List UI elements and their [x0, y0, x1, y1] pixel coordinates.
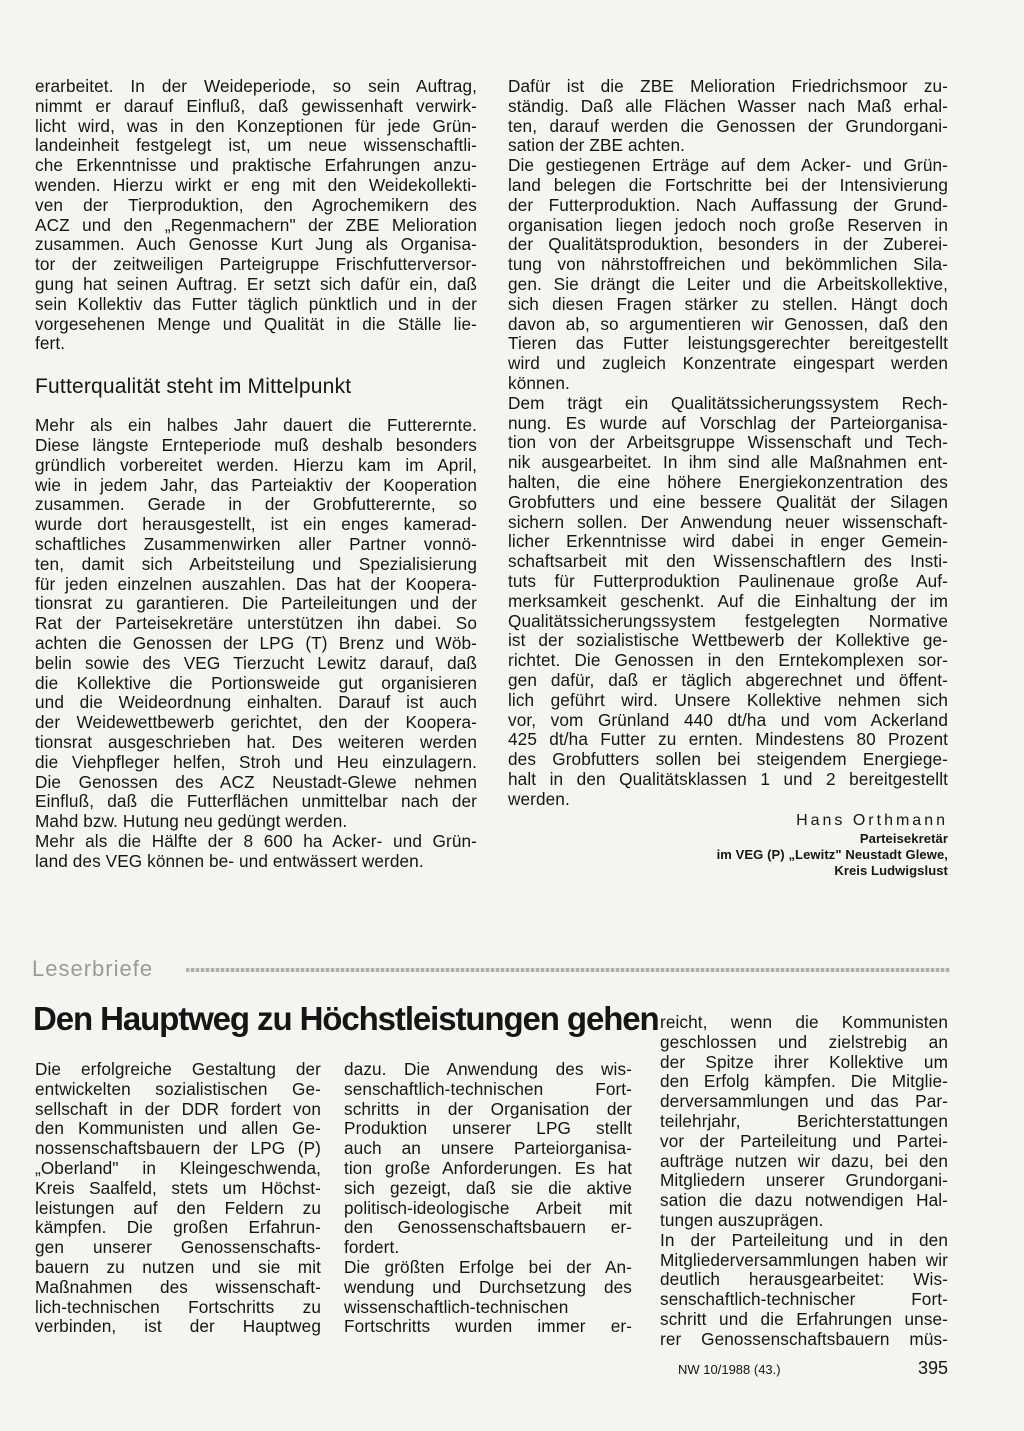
- text-line: ACZ und den „Regenmachern" der ZBE Melioration: [35, 215, 477, 235]
- text-line: tuts für Futterproduktion Paulinenaue große Auf-: [508, 571, 948, 591]
- text-line: leistungen auf den Feldern zu: [35, 1198, 321, 1218]
- text-line: die Kollektive die Portionsweide gut organisieren: [35, 673, 477, 693]
- text-line: nik ausgearbeitet. In ihm sind alle Maßnahmen ent-: [508, 453, 948, 473]
- text-line: ist der sozialistische Wettbewerb der Kollektive ge-: [508, 631, 948, 651]
- paragraph: [344, 1258, 632, 1337]
- text-line: nung. Es wurde auf Vorschlag der Parteiorganisa-: [508, 413, 948, 433]
- text-line: tionsrat zu garantieren. Die Parteileitungen und der: [35, 594, 477, 614]
- text-line: Tieren das Futter leistungsgerechter bereitgestellt: [508, 334, 948, 354]
- text-line: licht wird, was in den Konzeptionen für jede Grün-: [35, 116, 477, 136]
- paragraph: [508, 77, 948, 156]
- text-line: Dem trägt ein Qualitätssicherungssystem Rech-: [508, 393, 948, 413]
- text-line: zusammen. Gerade in der Grobfutterernte, so: [35, 495, 477, 515]
- text-line: tion große Anforderungen. Es hat: [344, 1158, 632, 1178]
- signature-block: [508, 811, 948, 879]
- text-line: „Oberland" in Kleingeschwenda,: [35, 1158, 321, 1178]
- text-line: Mehr als ein halbes Jahr dauert die Futterernte.: [35, 416, 477, 436]
- text-line: merksamkeit geschenkt. Auf die Einhaltung der im: [508, 591, 948, 611]
- text-line: tungen auszuprägen.: [660, 1210, 824, 1230]
- paragraph: [35, 1060, 321, 1337]
- text-line: sichern sollen. Der Anwendung neuer wissenschaft-: [508, 512, 948, 532]
- text-line: Rat der Parteisekretäre unterstützen ihn dabei. So: [35, 614, 477, 634]
- text-line: gen dafür, daß er täglich abgerechnet und öffent-: [508, 670, 948, 690]
- text-line: senschaftlich-technischer Fort-: [660, 1290, 948, 1310]
- article-title: Den Hauptweg zu Höchstleistungen gehen: [33, 1000, 659, 1037]
- paragraph: [35, 77, 477, 354]
- text-line: sein Kollektiv das Futter täglich pünktlich und in der: [35, 294, 477, 314]
- text-line: licher Erkenntnisse wird dabei in enger Gemein-: [508, 532, 948, 552]
- text-line: Diese längste Ernteperiode muß deshalb besonders: [35, 435, 477, 455]
- text-line: gen unserer Genossenschafts-: [35, 1238, 321, 1258]
- text-line: Dafür ist die ZBE Melioration Friedrichsmoor zu-: [508, 77, 948, 96]
- text-line: nossenschaftsbauern der LPG (P): [35, 1139, 321, 1159]
- text-line: reicht, wenn die Kommunisten: [660, 1013, 948, 1032]
- author-place: Kreis Ludwigslust: [834, 863, 948, 879]
- text-line: sation der ZBE achten.: [508, 136, 686, 156]
- text-line: verbinden, ist der Hauptweg: [35, 1317, 321, 1337]
- text-line: senschaftlich-technischen Fort-: [344, 1079, 632, 1099]
- section-rule: [186, 968, 950, 972]
- text-line: Die größten Erfolge bei der An-: [344, 1257, 632, 1277]
- text-line: auch an unsere Parteiorganisa-: [344, 1139, 632, 1159]
- text-line: der Futterproduktion. Nach Auffassung der Grund-: [508, 195, 948, 215]
- text-line: Fortschritts wurden immer er-: [344, 1317, 632, 1337]
- page-footer: [660, 1358, 948, 1382]
- text-line: ten, darauf werden die Genossen der Grundorgani-: [508, 116, 948, 136]
- text-line: nimmt er darauf Einfluß, daß gewissenhaft verwirk-: [35, 96, 477, 116]
- text-line: Die Genossen des ACZ Neustadt-Glewe nehmen: [35, 772, 477, 792]
- text-line: Produktion unserer LPG stellt: [344, 1119, 632, 1139]
- text-line: wenden. Hierzu wirkt er eng mit den Weidekollekti-: [35, 175, 477, 195]
- article-column-3: [660, 1013, 948, 1350]
- paragraph: [508, 394, 948, 810]
- text-line: schaftliches Zusammenwirken aller Partner vonnö-: [35, 534, 477, 554]
- text-line: deutlich herausgearbeitet: Wis-: [660, 1270, 948, 1290]
- text-line: dazu. Die Anwendung des wis-: [344, 1060, 632, 1079]
- text-line: In der Parteileitung und in den: [660, 1230, 948, 1250]
- section-label: Leserbriefe: [32, 956, 154, 981]
- text-line: achten die Genossen der LPG (T) Brenz und Wöb-: [35, 633, 477, 653]
- text-line: Mitgliederversammlungen haben wir: [660, 1250, 948, 1270]
- text-line: der Spitze ihrer Kollektive um: [660, 1052, 948, 1072]
- text-line: sellschaft in der DDR fordert von: [35, 1099, 321, 1119]
- text-line: ven der Tierproduktion, den Agrochemikern des: [35, 195, 477, 215]
- text-line: halt in den Qualitätsklassen 1 und 2 bereitgestellt: [508, 769, 948, 789]
- text-line: sich diesen Fragen stärker zu stellen. Hängt doch: [508, 294, 948, 314]
- text-line: 425 dt/ha Futter zu ernten. Mindestens 80 Prozent: [508, 730, 948, 750]
- text-line: wird und zugleich Konzentrate eingespart werden: [508, 354, 948, 374]
- text-line: bauern zu nutzen und sie mit: [35, 1257, 321, 1277]
- text-line: wendung und Durchsetzung des: [344, 1277, 632, 1297]
- text-line: wissenschaftlich-technischen: [344, 1297, 569, 1317]
- text-line: fert.: [35, 334, 66, 354]
- text-line: Kreis Saalfeld, stets um Höchst-: [35, 1178, 321, 1198]
- text-line: aufträge nutzen wir dazu, bei den: [660, 1151, 948, 1171]
- text-line: lich geführt wird. Unsere Kollektive nehmen sich: [508, 690, 948, 710]
- article-column-2: [344, 1060, 632, 1337]
- text-line: belin sowie des VEG Tierzucht Lewitz darauf, daß: [35, 653, 477, 673]
- text-line: land belegen die Fortschritte bei der Intensivierung: [508, 175, 948, 195]
- column-right-top: [508, 77, 948, 879]
- text-line: sich gezeigt, daß sie die aktive: [344, 1178, 632, 1198]
- text-line: Maßnahmen des wissenschaft-: [35, 1277, 321, 1297]
- text-line: land des VEG können be- und entwässert werden.: [35, 851, 424, 871]
- text-line: Qualitätssicherungssystem festgelegten Normative: [508, 611, 948, 631]
- text-line: gen. Sie drängt die Leiter und die Arbeitskollektive,: [508, 274, 948, 294]
- text-line: gründlich vorbereitet werden. Hierzu kam im April,: [35, 455, 477, 475]
- text-line: des Grobfutters sollen bei steigendem Energiege-: [508, 750, 948, 770]
- text-line: kämpfen. Die großen Erfahrun-: [35, 1218, 321, 1238]
- text-line: Die gestiegenen Erträge auf dem Acker- und Grün-: [508, 156, 948, 176]
- text-line: schritts in der Organisation der: [344, 1099, 632, 1119]
- text-line: zusammen. Auch Genosse Kurt Jung als Organisa-: [35, 235, 477, 255]
- text-line: derversammlungen und das Par-: [660, 1092, 948, 1112]
- author-role: Parteisekretär: [859, 831, 948, 847]
- text-line: vor, vom Grünland 440 dt/ha und vom Ackerland: [508, 710, 948, 730]
- text-line: schritt und die Erfahrungen unse-: [660, 1309, 948, 1329]
- text-line: den Genossenschaftsbauern er-: [344, 1218, 632, 1238]
- text-line: davon ab, so argumentieren wir Genossen, daß den: [508, 314, 948, 334]
- text-line: der Qualitätsproduktion, besonders in der Zuberei-: [508, 235, 948, 255]
- text-line: der Weidewettbewerb gerichtet, den der Koopera-: [35, 713, 477, 733]
- text-line: die Viehpfleger helfen, Stroh und Heu einzulagern.: [35, 752, 477, 772]
- text-line: entwickelten sozialistischen Ge-: [35, 1079, 321, 1099]
- page-number: 395: [917, 1358, 948, 1378]
- paragraph: [35, 416, 477, 832]
- text-line: ständig. Daß alle Flächen Wasser nach Maß erhal-: [508, 96, 948, 116]
- text-line: landeinheit festgelegt ist, um neue wissenschaftli-: [35, 136, 477, 156]
- paragraph: [660, 1231, 948, 1350]
- text-line: halten, die eine höhere Energiekonzentration des: [508, 472, 948, 492]
- paragraph: [660, 1013, 948, 1231]
- text-line: rer Genossenschaftsbauern müs-: [660, 1329, 948, 1349]
- text-line: ten, damit sich Arbeitsteilung und Spezialisierung: [35, 554, 477, 574]
- text-line: geschlossen und zielstrebig an: [660, 1032, 948, 1052]
- paragraph: [344, 1060, 632, 1258]
- text-line: Die erfolgreiche Gestaltung der: [35, 1060, 321, 1079]
- column-left-top: [35, 77, 477, 871]
- text-line: Einfluß, daß die Futterflächen unmittelbar nach der: [35, 792, 477, 812]
- text-line: lich-technischen Fortschritts zu: [35, 1297, 321, 1317]
- text-line: sation die dazu notwendigen Hal-: [660, 1191, 948, 1211]
- text-line: tionsrat ausgeschrieben hat. Des weiteren werden: [35, 732, 477, 752]
- text-line: Grobfutters und eine bessere Qualität der Silagen: [508, 492, 948, 512]
- text-line: Mitgliedern unserer Grundorgani-: [660, 1171, 948, 1191]
- text-line: können.: [508, 373, 570, 393]
- text-line: teilehrjahr, Berichterstattungen: [660, 1111, 948, 1131]
- text-line: erarbeitet. In der Weideperiode, so sein Auftrag,: [35, 77, 477, 96]
- text-line: schaftsarbeit mit den Wissenschaftlern des Insti-: [508, 552, 948, 572]
- text-line: fordert.: [344, 1238, 400, 1258]
- article-column-1: [35, 1060, 321, 1337]
- text-line: vor der Parteileitung und Partei-: [660, 1131, 948, 1151]
- text-line: richtet. Die Genossen in den Erntekomplexen sor-: [508, 651, 948, 671]
- text-line: Mahd bzw. Hutung neu gedüngt werden.: [35, 812, 348, 832]
- text-line: wie in jedem Jahr, das Parteiaktiv der Kooperation: [35, 475, 477, 495]
- text-line: gung hat seinen Auftrag. Er setzt sich dafür ein, daß: [35, 274, 477, 294]
- text-line: wurde dort herausgestellt, ist ein enges kamerad-: [35, 515, 477, 535]
- text-line: organisation liegen jedoch noch große Reserven in: [508, 215, 948, 235]
- text-line: den Erfolg kämpfen. Die Mitglie-: [660, 1072, 948, 1092]
- author-organization: im VEG (P) „Lewitz" Neustadt Glewe,: [716, 847, 948, 863]
- paragraph: [508, 156, 948, 394]
- text-line: politisch-ideologische Arbeit mit: [344, 1198, 632, 1218]
- text-line: für jeden einzelnen auszahlen. Das hat der Koopera-: [35, 574, 477, 594]
- text-line: vorgesehenen Menge und Qualität in die Ställe lie-: [35, 314, 477, 334]
- paragraph: [35, 832, 477, 872]
- text-line: tion von der Arbeitsgruppe Wissenschaft und Tech-: [508, 433, 948, 453]
- text-line: Mehr als die Hälfte der 8 600 ha Acker- und Grün-: [35, 831, 477, 851]
- text-line: werden.: [508, 789, 570, 809]
- text-line: und die Weideordnung einhalten. Darauf ist auch: [35, 693, 477, 713]
- text-line: che Erkenntnisse und praktische Erfahrungen anzu-: [35, 156, 477, 176]
- text-line: tung von nährstoffreichen und bekömmlichen Sila-: [508, 255, 948, 275]
- issue-reference: NW 10/1988 (43.): [678, 1362, 781, 1377]
- text-line: tor der zeitweiligen Parteigruppe Frischfutterversor-: [35, 255, 477, 275]
- section-heading: Futterqualität steht im Mittelpunkt: [35, 375, 352, 399]
- author-name: Hans Orthmann: [796, 812, 948, 830]
- text-line: den Kommunisten und allen Ge-: [35, 1119, 321, 1139]
